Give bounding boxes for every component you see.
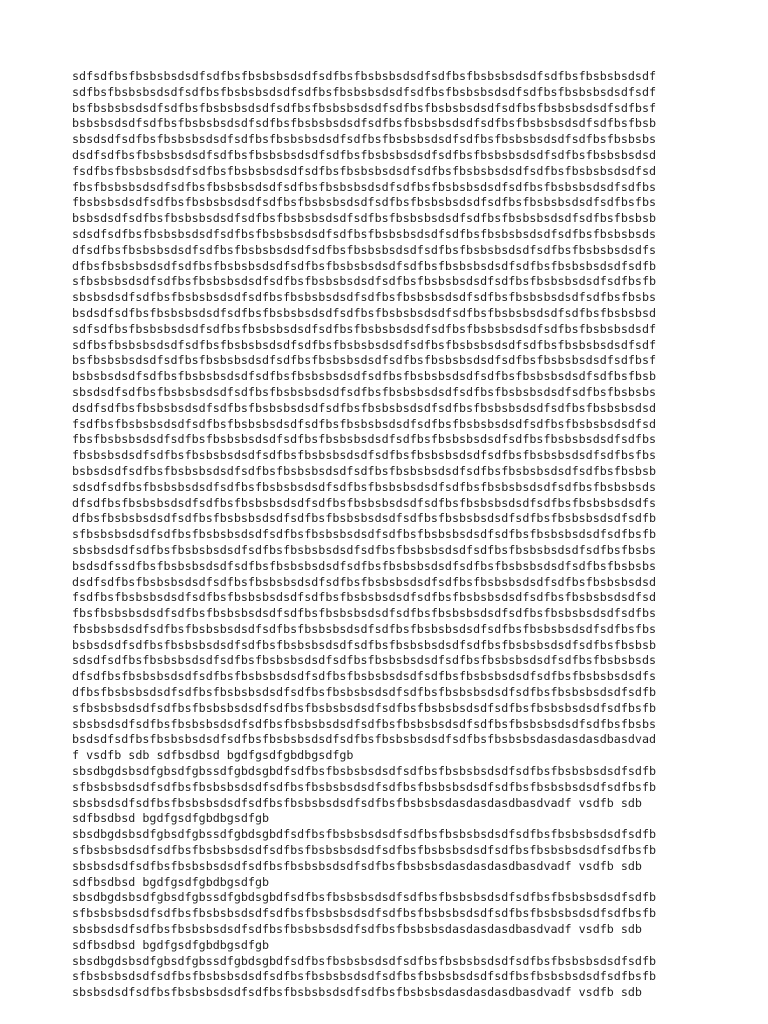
document-text-line: sbsdbgdsbsdfgbsdfgbssdfgbdsgbdfsdfbsfbsbsbsdsdfsdfbsfbsbsbsdsdfsdfbsfbsbsbsdsdfsdfb <box>72 953 657 968</box>
document-text-line: fbsfbsbsbsdsdfsdfbsfbsbsbsdsdfsdfbsfbsbsbsdsdfsdfbsfbsbsbsdsdfsdfbsfbsbsbsdsdfsdfbs <box>72 606 657 621</box>
document-body-text <box>72 69 712 1001</box>
document-text-line: dfbsfbsbsbsdsdfsdfbsfbsbsbsdsdfsdfbsfbsbsbsdsdfsdfbsfbsbsbsdsdfsdfbsfbsbsbsdsdfsdfb <box>72 511 657 526</box>
document-text-line: bsbsbsdsdfsdfbsfbsbsbsdsdfsdfbsfbsbsbsdsdfsdfbsfbsbsbsdsdfsdfbsfbsbsbsdsdfsdfbsfbsb <box>72 369 657 384</box>
document-text-line: sfbsbsbsdsdfsdfbsfbsbsbsdsdfsdfbsfbsbsbsdsdfsdfbsfbsbsbsdsdfsdfbsfbsbsbsdsdfsdfbsfb <box>72 700 657 715</box>
document-text-line: dfbsfbsbsbsdsdfsdfbsfbsbsbsdsdfsdfbsfbsbsbsdsdfsdfbsfbsbsbsdsdfsdfbsfbsbsbsdsdfsdfb <box>72 258 657 273</box>
document-text-line: sbsdbgdsbsdfgbsdfgbssdfgbdsgbdfsdfbsfbsbsbsdsdfsdfbsfbsbsbsdsdfsdfbsfbsbsbsdsdfsdfb <box>72 890 657 905</box>
document-text-line: sbsbsdsdfsdfbsfbsbsbsdsdfsdfbsfbsbsbsdsdfsdfbsfbsbsbsdasdasdasdbasdvadf vsdfb sdb <box>72 985 642 1000</box>
document-text-line: sdfbsdbsd bgdfgsdfgbdbgsdfgb <box>72 811 270 826</box>
document-text-line: sdfsdfbsfbsbsbsdsdfsdfbsfbsbsbsdsdfsdfbsfbsbsbsdsdfsdfbsfbsbsbsdsdfsdfbsfbsbsbsdsdf <box>72 69 657 83</box>
document-text-line: bsbsbsdsdfsdfbsfbsbsbsdsdfsdfbsfbsbsbsdsdfsdfbsfbsbsbsdsdfsdfbsfbsbsbsdsdfsdfbsfbsb <box>72 116 657 131</box>
document-text-line: bsdsdfsdfbsfbsbsbsdsdfsdfbsfbsbsbsdsdfsdfbsfbsbsbsdsdfsdfbsfbsbsbsdsdfsdfbsfbsbsbsd <box>72 305 657 320</box>
document-text-line: f vsdfb sdb sdfbsdbsd bgdfgsdfgbdbgsdfgb <box>72 748 354 763</box>
document-text-line: fbsbsbsdsdfsdfbsfbsbsbsdsdfsdfbsfbsbsbsdsdfsdfbsfbsbsbsdsdfsdfbsfbsbsbsdsdfsdfbsfbs <box>72 448 657 463</box>
document-text-line: dfsdfbsfbsbsbsdsdfsdfbsfbsbsbsdsdfsdfbsfbsbsbsdsdfsdfbsfbsbsbsdsdfsdfbsfbsbsbsdsdfs <box>72 669 657 684</box>
document-text-line: sbsdbgdsbsdfgbsdfgbssdfgbdsgbdfsdfbsfbsbsbsdsdfsdfbsfbsbsbsdsdfsdfbsfbsbsbsdsdfsdfb <box>72 764 657 779</box>
document-text-line: sfbsbsbsdsdfsdfbsfbsbsbsdsdfsdfbsfbsbsbsdsdfsdfbsfbsbsbsdsdfsdfbsfbsbsbsdsdfsdfbsfb <box>72 527 657 542</box>
document-text-line: sbsdbgdsbsdfgbsdfgbssdfgbdsgbdfsdfbsfbsbsbsdsdfsdfbsfbsbsbsdsdfsdfbsfbsbsbsdsdfsdfb <box>72 827 657 842</box>
document-text-line: sbsdsdfsdfbsfbsbsbsdsdfsdfbsfbsbsbsdsdfsdfbsfbsbsbsdsdfsdfbsfbsbsbsdsdfsdfbsfbsbsbs <box>72 132 657 147</box>
document-text-line: bsdsdfsdfbsfbsbsbsdsdfsdfbsfbsbsbsdsdfsdfbsfbsbsbsdsdfsdfbsfbsbsbsdasdasdasdbasdvad <box>72 732 657 747</box>
document-text-line: sdfbsfbsbsbsdsdfsdfbsfbsbsbsdsdfsdfbsfbsbsbsdsdfsdfbsfbsbsbsdsdfsdfbsfbsbsbsdsdfsdf <box>72 337 657 352</box>
document-text-line: dsdfsdfbsfbsbsbsdsdfsdfbsfbsbsbsdsdfsdfbsfbsbsbsdsdfsdfbsfbsbsbsdsdfsdfbsfbsbsbsdsd <box>72 147 657 162</box>
document-text-line: bsbsdsdfsdfbsfbsbsbsdsdfsdfbsfbsbsbsdsdfsdfbsfbsbsbsdsdfsdfbsfbsbsbsdsdfsdfbsfbsbsb <box>72 463 657 478</box>
document-text-line: sbsbsdsdfsdfbsfbsbsbsdsdfsdfbsfbsbsbsdsdfsdfbsfbsbsbsdsdfsdfbsfbsbsbsdsdfsdfbsfbsbs <box>72 542 657 557</box>
document-text-line: fbsbsbsdsdfsdfbsfbsbsbsdsdfsdfbsfbsbsbsdsdfsdfbsfbsbsbsdsdfsdfbsfbsbsbsdsdfsdfbsfbs <box>72 621 657 636</box>
document-text-line: bsbsdsdfsdfbsfbsbsbsdsdfsdfbsfbsbsbsdsdfsdfbsfbsbsbsdsdfsdfbsfbsbsbsdsdfsdfbsfbsbsb <box>72 637 657 652</box>
document-text-line: sdfbsdbsd bgdfgsdfgbdbgsdfgb <box>72 937 270 952</box>
document-text-line: sfbsbsbsdsdfsdfbsfbsbsbsdsdfsdfbsfbsbsbsdsdfsdfbsfbsbsbsdsdfsdfbsfbsbsbsdsdfsdfbsfb <box>72 779 657 794</box>
document-text-line: sdfbsfbsbsbsdsdfsdfbsfbsbsbsdsdfsdfbsfbsbsbsdsdfsdfbsfbsbsbsdsdfsdfbsfbsbsbsdsdfsdf <box>72 84 657 99</box>
document-text-line: fsdfbsfbsbsbsdsdfsdfbsfbsbsbsdsdfsdfbsfbsbsbsdsdfsdfbsfbsbsbsdsdfsdfbsfbsbsbsdsdfsd <box>72 590 657 605</box>
document-text-line: bsfbsbsbsdsdfsdfbsfbsbsbsdsdfsdfbsfbsbsbsdsdfsdfbsfbsbsbsdsdfsdfbsfbsbsbsdsdfsdfbsf <box>72 353 657 368</box>
document-text-line: sdsdfsdfbsfbsbsbsdsdfsdfbsfbsbsbsdsdfsdfbsfbsbsbsdsdfsdfbsfbsbsbsdsdfsdfbsfbsbsbsds <box>72 653 657 668</box>
document-text-line: sfbsbsbsdsdfsdfbsfbsbsbsdsdfsdfbsfbsbsbsdsdfsdfbsfbsbsbsdsdfsdfbsfbsbsbsdsdfsdfbsfb <box>72 274 657 289</box>
document-text-line: sdsdfsdfbsfbsbsbsdsdfsdfbsfbsbsbsdsdfsdfbsfbsbsbsdsdfsdfbsfbsbsbsdsdfsdfbsfbsbsbsds <box>72 479 657 494</box>
document-text-line: fbsfbsbsbsdsdfsdfbsfbsbsbsdsdfsdfbsfbsbsbsdsdfsdfbsfbsbsbsdsdfsdfbsfbsbsbsdsdfsdfbs <box>72 432 657 447</box>
document-text-line: bsfbsbsbsdsdfsdfbsfbsbsbsdsdfsdfbsfbsbsbsdsdfsdfbsfbsbsbsdsdfsdfbsfbsbsbsdsdfsdfbsf <box>72 100 657 115</box>
document-text-line: sdfsdfbsfbsbsbsdsdfsdfbsfbsbsbsdsdfsdfbsfbsbsbsdsdfsdfbsfbsbsbsdsdfsdfbsfbsbsbsdsdf <box>72 321 657 336</box>
document-text-line: sfbsbsbsdsdfsdfbsfbsbsbsdsdfsdfbsfbsbsbsdsdfsdfbsfbsbsbsdsdfsdfbsfbsbsbsdsdfsdfbsfb <box>72 906 657 921</box>
document-text-line: dfbsfbsbsbsdsdfsdfbsfbsbsbsdsdfsdfbsfbsbsbsdsdfsdfbsfbsbsbsdsdfsdfbsfbsbsbsdsdfsdfb <box>72 685 657 700</box>
document-text-line: fbsfbsbsbsdsdfsdfbsfbsbsbsdsdfsdfbsfbsbsbsdsdfsdfbsfbsbsbsdsdfsdfbsfbsbsbsdsdfsdfbs <box>72 179 657 194</box>
document-text-line: bsbsdsdfsdfbsfbsbsbsdsdfsdfbsfbsbsbsdsdfsdfbsfbsbsbsdsdfsdfbsfbsbsbsdsdfsdfbsfbsbsb <box>72 211 657 226</box>
document-text-line: sbsbsdsdfsdfbsfbsbsbsdsdfsdfbsfbsbsbsdsdfsdfbsfbsbsbsdsdfsdfbsfbsbsbsdsdfsdfbsfbsbs <box>72 716 657 731</box>
document-text-line: sbsbsdsdfsdfbsfbsbsbsdsdfsdfbsfbsbsbsdsdfsdfbsfbsbsbsdasdasdasdbasdvadf vsdfb sdb <box>72 858 642 873</box>
document-text-line: dsdfsdfbsfbsbsbsdsdfsdfbsfbsbsbsdsdfsdfbsfbsbsbsdsdfsdfbsfbsbsbsdsdfsdfbsfbsbsbsdsd <box>72 574 657 589</box>
document-text-line: dsdfsdfbsfbsbsbsdsdfsdfbsfbsbsbsdsdfsdfbsfbsbsbsdsdfsdfbsfbsbsbsdsdfsdfbsfbsbsbsdsd <box>72 400 657 415</box>
document-text-line: fbsbsbsdsdfsdfbsfbsbsbsdsdfsdfbsfbsbsbsdsdfsdfbsfbsbsbsdsdfsdfbsfbsbsbsdsdfsdfbsfbs <box>72 195 657 210</box>
document-text-line: bsdsdfssdfbsfbsbsbsdsdfsdfbsfbsbsbsdsdfsdfbsfbsbsbsdsdfsdfbsfbsbsbsdsdfsdfbsfbsbsbs <box>72 558 657 573</box>
document-text-line: sbsbsdsdfsdfbsfbsbsbsdsdfsdfbsfbsbsbsdsdfsdfbsfbsbsbsdasdasdasdbasdvadf vsdfb sdb <box>72 922 642 937</box>
document-text-line: fsdfbsfbsbsbsdsdfsdfbsfbsbsbsdsdfsdfbsfbsbsbsdsdfsdfbsfbsbsbsdsdfsdfbsfbsbsbsdsdfsd <box>72 416 657 431</box>
document-text-line: sbsdsdfsdfbsfbsbsbsdsdfsdfbsfbsbsbsdsdfsdfbsfbsbsbsdsdfsdfbsfbsbsbsdsdfsdfbsfbsbsbs <box>72 384 657 399</box>
document-text-line: sfbsbsbsdsdfsdfbsfbsbsbsdsdfsdfbsfbsbsbsdsdfsdfbsfbsbsbsdsdfsdfbsfbsbsbsdsdfsdfbsfb <box>72 843 657 858</box>
document-text-line: sdfbsdbsd bgdfgsdfgbdbgsdfgb <box>72 874 270 889</box>
document-text-line: dfsdfbsfbsbsbsdsdfsdfbsfbsbsbsdsdfsdfbsfbsbsbsdsdfsdfbsfbsbsbsdsdfsdfbsfbsbsbsdsdfs <box>72 495 657 510</box>
document-text-line: fsdfbsfbsbsbsdsdfsdfbsfbsbsbsdsdfsdfbsfbsbsbsdsdfsdfbsfbsbsbsdsdfsdfbsfbsbsbsdsdfsd <box>72 163 657 178</box>
document-text-line: dfsdfbsfbsbsbsdsdfsdfbsfbsbsbsdsdfsdfbsfbsbsbsdsdfsdfbsfbsbsbsdsdfsdfbsfbsbsbsdsdfs <box>72 242 657 257</box>
document-text-line: sdsdfsdfbsfbsbsbsdsdfsdfbsfbsbsbsdsdfsdfbsfbsbsbsdsdfsdfbsfbsbsbsdsdfsdfbsfbsbsbsds <box>72 226 657 241</box>
document-text-line: sfbsbsbsdsdfsdfbsfbsbsbsdsdfsdfbsfbsbsbsdsdfsdfbsfbsbsbsdsdfsdfbsfbsbsbsdsdfsdfbsfb <box>72 969 657 984</box>
document-text-line: sbsbsdsdfsdfbsfbsbsbsdsdfsdfbsfbsbsbsdsdfsdfbsfbsbsbsdasdasdasdbasdvadf vsdfb sdb <box>72 795 642 810</box>
document-text-line: sbsbsdsdfsdfbsfbsbsbsdsdfsdfbsfbsbsbsdsdfsdfbsfbsbsbsdsdfsdfbsfbsbsbsdsdfsdfbsfbsbs <box>72 290 657 305</box>
